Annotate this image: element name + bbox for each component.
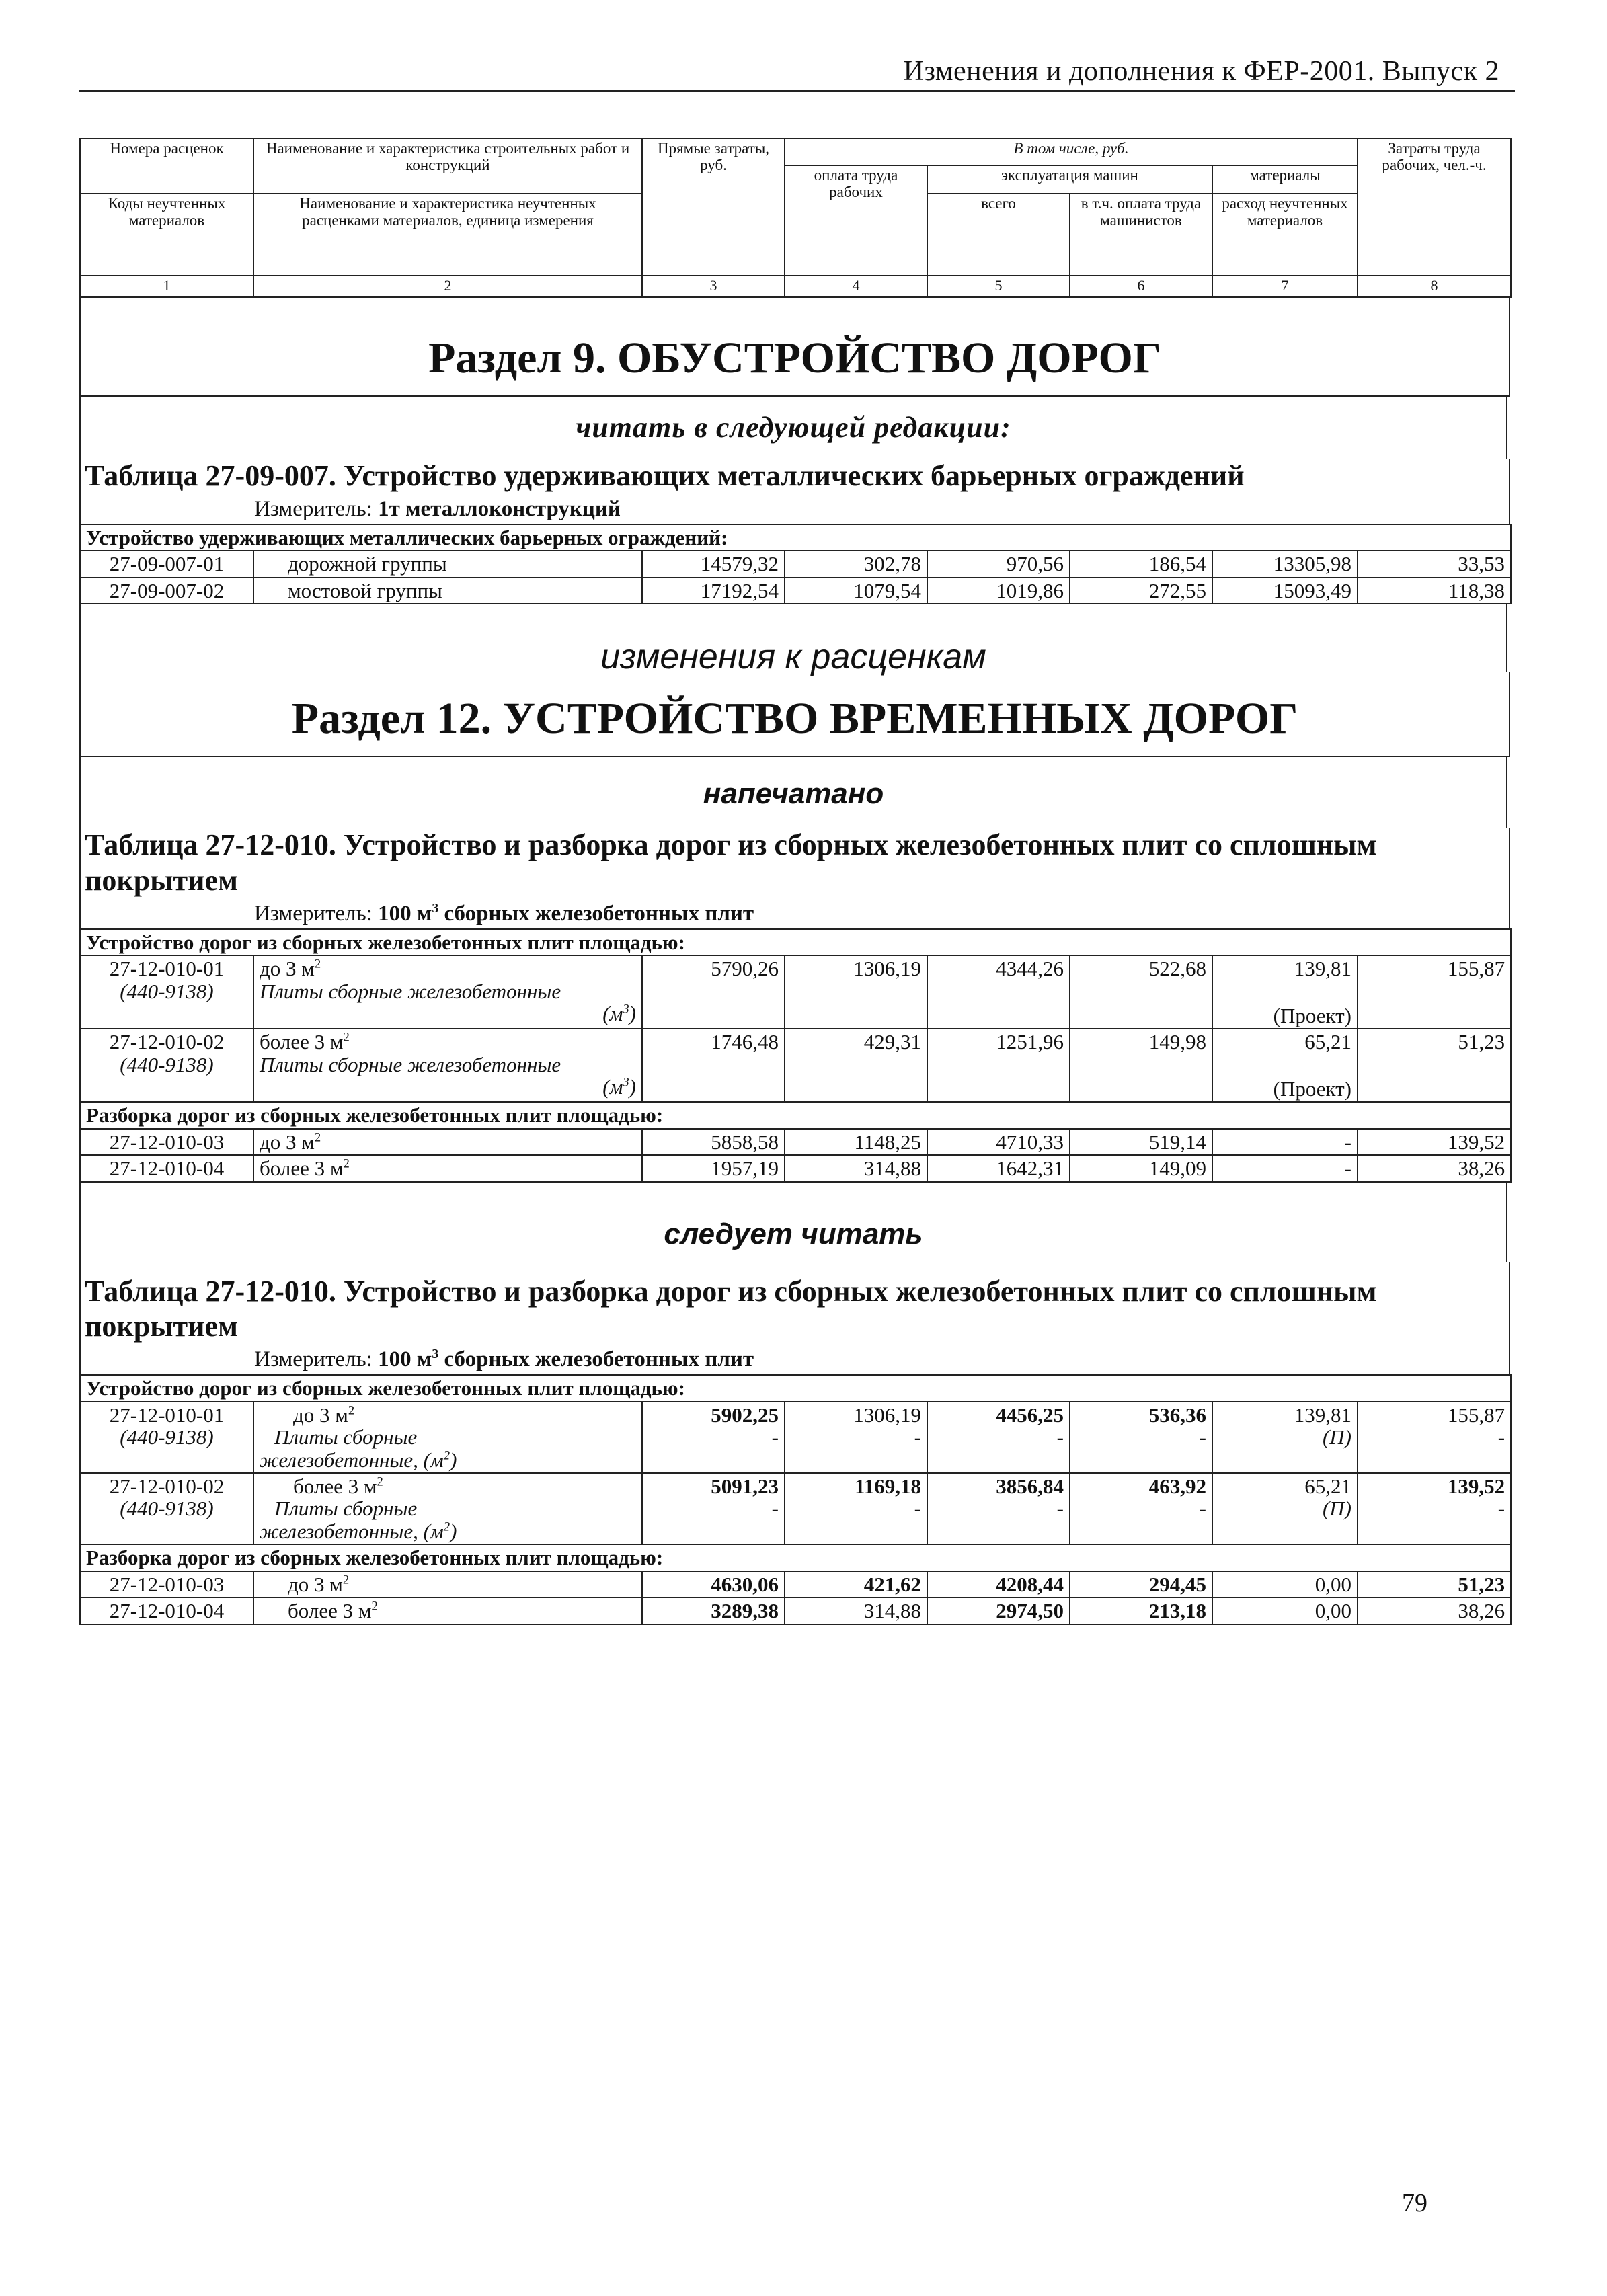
labor-pay: 1306,19 [853,1402,921,1427]
materials-cost: 139,81 [1294,1402,1351,1427]
header-machines-incl: в т.ч. оплата труда машинистов [1070,194,1212,276]
meter-line [81,494,1509,524]
operators-pay: 272,55 [1070,578,1212,604]
group-heading: Разборка дорог из сборных железобетонных плит площадью: [80,1102,1511,1128]
running-head: Изменения и дополнения к ФЕР-2001. Выпуск 2 [903,56,1499,87]
group-heading: Устройство дорог из сборных железобетонных плит площадью: [80,1375,1511,1401]
material-code: (440-9138) [120,979,214,1003]
header-materials: материалы [1212,165,1358,194]
rate-code: 27-12-010-02 [109,1030,225,1054]
dash: - [1497,1497,1505,1521]
column-number: 8 [1358,276,1511,297]
header-col1-top: Номера расценок [80,138,253,194]
labor-pay: 1079,54 [785,578,927,604]
meter-label: Измеритель: [254,901,379,926]
materials-cost: 65,21 [1304,1474,1351,1499]
page-number: 79 [1402,2189,1427,2217]
header-labor-pay: оплата труда рабочих [785,165,927,276]
table-row [80,1129,1511,1155]
dash: - [1056,1497,1064,1521]
meter-value: 100 м [378,1347,432,1372]
rate-code: 27-12-010-04 [80,1597,253,1624]
meter-value: 1т металлоконструкций [378,496,621,521]
machines-total: 3856,84 [996,1474,1064,1499]
labor-hours: 51,23 [1358,1029,1511,1102]
rate-code: 27-12-010-03 [80,1571,253,1597]
dash: - [771,1425,779,1450]
materials-cost: 65,21 [1304,1030,1351,1054]
labor-hours: 139,52 [1358,1129,1511,1155]
header-in-number: В том числе, руб. [785,138,1358,165]
materials-cost: 0,00 [1212,1597,1358,1624]
table-27-12-010-corrected [79,1374,1512,1625]
material-name: Плиты сборные железобетонные [260,979,561,1003]
table-row [80,1155,1511,1181]
materials-cost: 15093,49 [1212,578,1358,604]
direct-cost: 1957,19 [642,1155,785,1181]
operators-pay: 186,54 [1070,551,1212,577]
materials-cost: - [1212,1129,1358,1155]
group-heading: Устройство дорог из сборных железобетонных плит площадью: [80,929,1511,955]
rate-name: более 3 $м^2$ [253,1155,642,1181]
section9-note-band [79,397,1507,459]
header-materials-sub: расход неучтенных материалов [1212,194,1358,276]
header-col2-top: Наименование и характеристика строительных работ и конструкций [253,138,642,194]
dash: - [914,1425,921,1450]
labor-hours: 38,26 [1358,1597,1511,1624]
table-27-12-010-title: Таблица 27-12-010. Устройство и разборка дорог из сборных железобетонных плит со сплошным покрытием [85,828,1377,897]
operators-pay: 294,45 [1070,1571,1212,1597]
machines-total: 1019,86 [927,578,1070,604]
header-direct-costs: Прямые затраты, руб. [642,138,785,276]
table-row [80,578,1511,604]
section9-title: Раздел 9. ОБУСТРОЙСТВО ДОРОГ [428,333,1161,383]
section9-table-caption [79,459,1510,524]
header-machines-total: всего [927,194,1070,276]
labor-pay: 429,31 [785,1029,927,1102]
printed-note-band [79,757,1507,828]
materials-source: (П) [1322,1497,1351,1521]
header-labor-cost: Затраты труда рабочих, чел.-ч. [1358,138,1511,276]
labor-pay: 421,62 [785,1571,927,1597]
header-rule [79,90,1515,92]
materials-source: (Проект) [1273,1003,1351,1027]
table-27-09-007-title: Таблица 27-09-007. Устройство удерживающих металлических барьерных ограждений [85,459,1245,492]
document-sheet [79,138,1510,1625]
table-27-12-010-title: Таблица 27-12-010. Устройство и разборка дорог из сборных железобетонных плит со сплошным покрытием [85,1274,1377,1343]
operators-pay: 522,68 [1070,955,1212,1029]
labor-pay: 314,88 [785,1155,927,1181]
section9-banner [79,298,1510,397]
rate-name: более 3 $м^2$ [260,1030,350,1054]
read-note: следует читать [664,1217,923,1251]
operators-pay: 149,09 [1070,1155,1212,1181]
table-row [80,1571,1511,1597]
rate-name: до 3 $м^2$ [253,1571,642,1597]
table-row [80,1029,1511,1102]
machines-total: 4344,26 [927,955,1070,1029]
group-heading: Устройство удерживающих металлических барьерных ограждений: [80,524,1511,551]
labor-pay: 1306,19 [785,955,927,1029]
rate-code: 27-09-007-01 [80,551,253,577]
rate-name: мостовой группы [253,578,642,604]
rate-code: 27-12-010-03 [80,1129,253,1155]
printed-note: напечатано [703,777,884,811]
labor-hours: 51,23 [1358,1571,1511,1597]
direct-cost: 5091,23 [711,1474,779,1499]
column-number: 6 [1070,276,1212,297]
operators-pay: 519,14 [1070,1129,1212,1155]
table-row [80,955,1511,1029]
header-col1-bottom: Коды неучтенных материалов [80,194,253,276]
labor-pay: 302,78 [785,551,927,577]
dash: - [771,1497,779,1521]
meter-line [81,1345,1509,1374]
direct-cost: 3289,38 [642,1597,785,1624]
rate-name: до 3 $м^2$ [293,1402,355,1427]
material-unit: $(м^3)$ [602,1002,636,1026]
labor-pay: 1169,18 [854,1474,921,1499]
direct-cost: 14579,32 [642,551,785,577]
labor-hours: 155,87 [1358,955,1511,1029]
changes-note: изменения к расценкам [600,637,986,677]
table-row [80,1473,1511,1544]
machines-total: 4710,33 [927,1129,1070,1155]
column-number: 4 [785,276,927,297]
changes-band [79,604,1507,677]
labor-hours: 33,53 [1358,551,1511,577]
rate-name: более 3 $м^2$ [253,1597,642,1624]
rate-code: 27-12-010-02 [109,1474,225,1499]
operators-pay: 213,18 [1070,1597,1212,1624]
materials-cost: - [1212,1155,1358,1181]
operators-pay: 463,92 [1148,1474,1206,1499]
machines-total: 4208,44 [927,1571,1070,1597]
labor-hours: 139,52 [1447,1474,1505,1499]
section12-banner [79,672,1510,757]
material-unit: железобетонные, $(м^2)$ [260,1519,457,1543]
meter-label: Измеритель: [254,1347,379,1372]
meter-value: 100 м [378,901,432,926]
material-code: (440-9138) [120,1052,214,1076]
material-name: Плиты сборные [274,1425,418,1450]
rate-code: 27-12-010-04 [80,1155,253,1181]
direct-cost: 4630,06 [642,1571,785,1597]
section12-title: Раздел 12. УСТРОЙСТВО ВРЕМЕННЫХ ДОРОГ [291,694,1298,744]
machines-total: 1642,31 [927,1155,1070,1181]
rate-name: более 3 $м^2$ [293,1474,383,1499]
labor-pay: 314,88 [785,1597,927,1624]
column-number: 5 [927,276,1070,297]
rate-code: 27-09-007-02 [80,578,253,604]
read-note-band [79,1183,1507,1262]
rate-code: 27-12-010-01 [109,1402,225,1427]
header-col2-bottom: Наименование и характеристика неучтенных расценками материалов, единица измерения [253,194,642,276]
meter-label: Измеритель: [254,496,379,521]
machines-total: 1251,96 [927,1029,1070,1102]
column-number: 2 [253,276,642,297]
machines-total: 2974,50 [927,1597,1070,1624]
dash: - [1497,1425,1505,1450]
printed-table-caption [79,828,1510,928]
dash: - [1199,1497,1206,1521]
material-unit: $(м^3)$ [602,1075,636,1099]
column-number: 7 [1212,276,1358,297]
labor-pay: 1148,25 [785,1129,927,1155]
material-name: Плиты сборные [274,1497,418,1521]
material-code: (440-9138) [120,1497,214,1521]
group-heading: Разборка дорог из сборных железобетонных плит площадью: [80,1544,1511,1571]
materials-source: (Проект) [1273,1076,1351,1101]
dash: - [1056,1425,1064,1450]
superscript: 3 [432,1347,439,1362]
dash: - [1199,1425,1206,1450]
rate-name: до 3 $м^2$ [253,1129,642,1155]
labor-hours: 118,38 [1358,578,1511,604]
table-row [80,551,1511,577]
rate-name: дорожной группы [253,551,642,577]
header-machines: эксплуатация машин [927,165,1212,194]
machines-total: 4456,25 [996,1402,1064,1427]
materials-cost: 13305,98 [1212,551,1358,577]
labor-hours: 38,26 [1358,1155,1511,1181]
direct-cost: 5858,58 [642,1129,785,1155]
labor-hours: 155,87 [1447,1402,1505,1427]
table-row [80,1402,1511,1473]
table-27-09-007 [79,524,1512,604]
material-name: Плиты сборные железобетонные [260,1052,561,1076]
direct-cost: 1746,48 [642,1029,785,1102]
direct-cost: 5790,26 [642,955,785,1029]
direct-cost: 17192,54 [642,578,785,604]
table-row [80,1597,1511,1624]
rate-name: до 3 $м^2$ [260,957,321,981]
column-header-table [79,138,1512,298]
column-number: 1 [80,276,253,297]
read-table-caption [79,1262,1510,1375]
operators-pay: 536,36 [1148,1402,1206,1427]
column-number: 3 [642,276,785,297]
superscript: 3 [432,900,439,916]
direct-cost: 5902,25 [711,1402,779,1427]
table-27-12-010-printed [79,928,1512,1183]
material-code: (440-9138) [120,1425,214,1450]
material-unit: железобетонные, $(м^2)$ [260,1448,457,1472]
meter-value: сборных железобетонных плит [438,1347,754,1372]
meter-line [81,899,1509,928]
machines-total: 970,56 [927,551,1070,577]
dash: - [914,1497,921,1521]
meter-value: сборных железобетонных плит [438,901,754,926]
materials-cost: 0,00 [1212,1571,1358,1597]
materials-source: (П) [1322,1425,1351,1450]
section9-note: читать в следующей редакции: [576,411,1011,444]
operators-pay: 149,98 [1070,1029,1212,1102]
materials-cost: 139,81 [1294,957,1351,981]
rate-code: 27-12-010-01 [109,957,225,981]
